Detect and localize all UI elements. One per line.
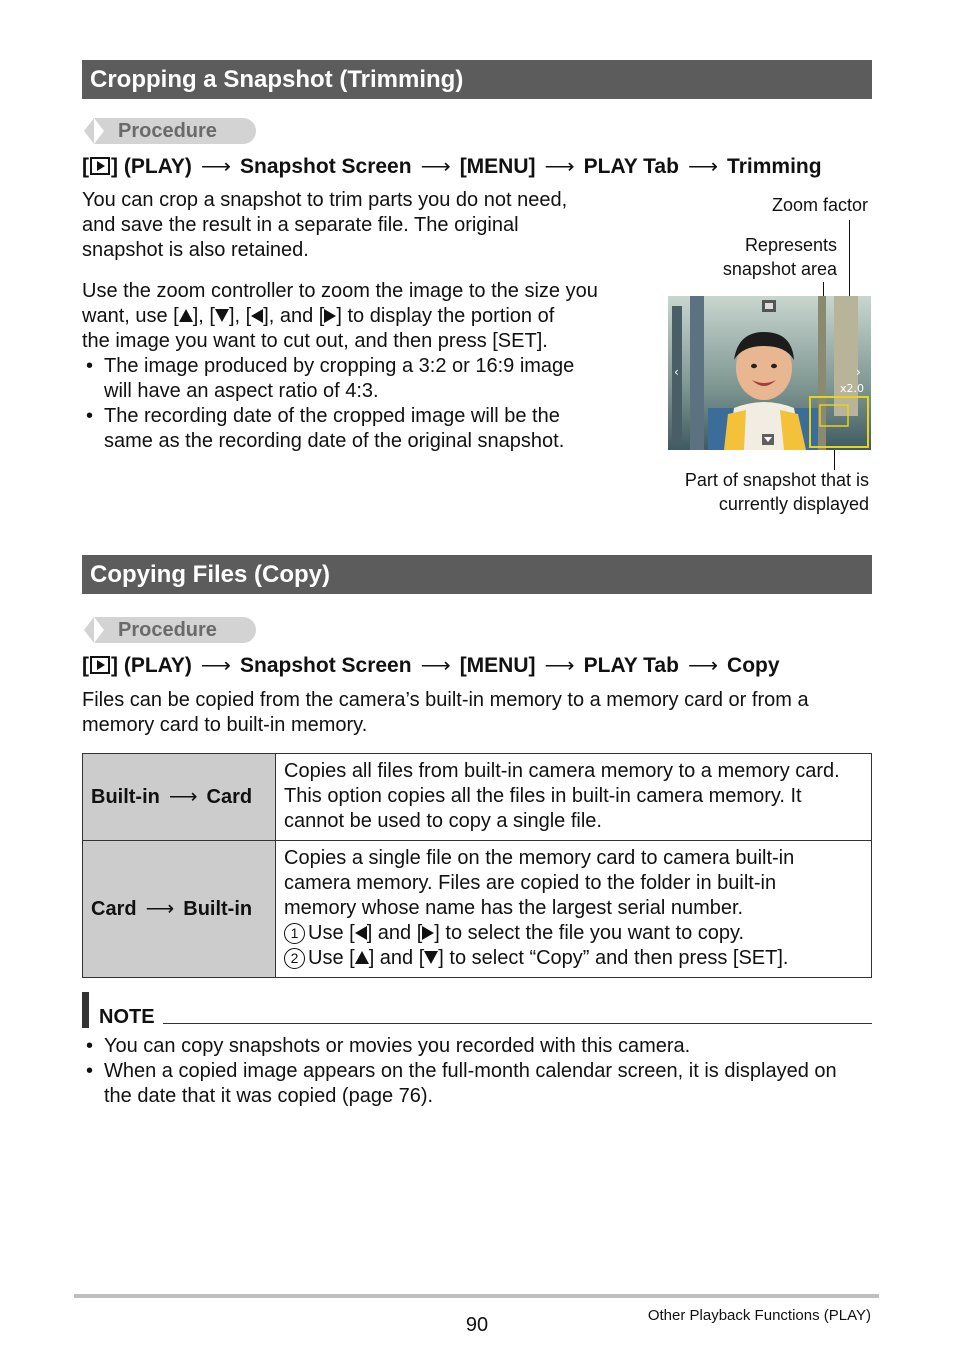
svg-text:‹: ‹: [674, 365, 679, 379]
path-step: (PLAY): [123, 155, 192, 178]
footer-divider: [74, 1294, 879, 1298]
step-number: 1: [284, 923, 305, 944]
list-item: • When a copied image appears on the full-month calendar screen, it is displayed on the date that it was copied (page 76).: [86, 1060, 837, 1107]
text-line: snapshot is also retained.: [82, 239, 309, 261]
list-item: • You can copy snapshots or movies you recorded with this camera.: [86, 1035, 691, 1057]
table-cell: Copies all files from built-in camera memory to a memory card. This option copies all the files in built-in camera memory. It cannot be used to copy a single file.: [276, 754, 872, 841]
arrow-right-icon: ⟶: [168, 785, 198, 808]
section-heading-trimming: Cropping a Snapshot (Trimming): [82, 60, 872, 99]
arrow-right-icon: ⟶: [687, 654, 719, 677]
list-item: • The recording date of the cropped image will be the same as the recording date of the original snapshot.: [86, 405, 565, 452]
arrow-right-icon: ⟶: [145, 897, 175, 920]
footer-section-title: Other Playback Functions (PLAY): [647, 1307, 871, 1324]
table-row-header: Card ⟶ Built-in: [83, 841, 276, 978]
text-line: and save the result in a separate file. The original: [82, 214, 519, 236]
copy-intro: [82, 688, 809, 738]
up-arrow-icon: [355, 951, 369, 964]
arrow-right-icon: ⟶: [420, 654, 451, 677]
path-step: Copy: [727, 654, 780, 677]
procedure-label-text: Procedure: [118, 120, 217, 142]
table-cell: Copies a single file on the memory card to camera built-in camera memory. Files are copied to the folder in built-in memory whose name has the largest serial number. 1 Use [ ] and [ ] to select the file you want to copy. 2 Use [ ] and [ ] to select “Copy” and then press [SET].: [276, 841, 872, 978]
svg-text:›: ›: [856, 365, 861, 379]
section-heading-copy: Copying Files (Copy): [82, 555, 872, 594]
path-step: PLAY Tab: [583, 155, 679, 178]
list-item: • The image produced by cropping a 3:2 or 16:9 image will have an aspect ratio of 4:3.: [86, 355, 575, 402]
procedure-label: [84, 118, 256, 144]
text-line: Use the zoom controller to zoom the image to the size you: [82, 280, 598, 302]
procedure-label: [84, 617, 256, 643]
arrow-right-icon: ⟶: [544, 155, 575, 178]
play-icon: [90, 157, 110, 175]
trimming-intro: [82, 188, 567, 263]
text-line: You can crop a snapshot to trim parts you do not need,: [82, 189, 568, 211]
callout-snapshot-area: Represents snapshot area: [722, 235, 837, 279]
procedure-label-text: Procedure: [118, 619, 217, 641]
text-line: Files can be copied from the camera’s built-in memory to a memory card or from a: [82, 689, 809, 711]
arrow-right-icon: ⟶: [687, 155, 719, 178]
menu-path-copy: [ ] (PLAY) ⟶ Snapshot Screen ⟶ [MENU] ⟶ PLAY Tab ⟶ Copy: [82, 654, 780, 677]
zoom-factor-readout: x2.0: [840, 382, 865, 395]
arrow-right-icon: ⟶: [544, 654, 575, 677]
path-step: (PLAY): [123, 654, 192, 677]
text-line: the image you want to cut out, and then press [SET].: [82, 330, 548, 352]
trimming-instructions: [82, 279, 598, 354]
right-arrow-icon: [324, 309, 336, 323]
table-row-header: Built-in ⟶ Card: [83, 754, 276, 841]
step-number: 2: [284, 948, 305, 969]
page-number: 90: [465, 1314, 489, 1336]
path-step: Trimming: [727, 155, 822, 178]
text-line: memory card to built-in memory.: [82, 714, 368, 736]
note-divider: [163, 1023, 872, 1024]
callout-displayed-part: Part of snapshot that is currently displayed: [684, 470, 869, 514]
note-marker: [82, 992, 89, 1028]
camera-screen-photo: [668, 296, 871, 450]
arrow-right-icon: ⟶: [420, 155, 451, 178]
callout-zoom-factor: Zoom factor: [771, 195, 868, 215]
table-row: [83, 754, 872, 841]
down-arrow-icon: [424, 951, 438, 964]
arrow-right-icon: ⟶: [200, 155, 232, 178]
left-arrow-icon: [355, 926, 367, 940]
table-row: [83, 841, 872, 978]
path-step: PLAY Tab: [583, 654, 679, 677]
text-line: want, use [ ], [ ], [ ], and [ ] to display the portion of: [82, 305, 555, 327]
path-step: Snapshot Screen: [240, 654, 412, 677]
arrow-right-icon: ⟶: [200, 654, 232, 677]
up-arrow-icon: [179, 309, 193, 322]
copy-options-table: [82, 753, 872, 978]
menu-path-trimming: [ ] (PLAY) ⟶ Snapshot Screen ⟶ [MENU] ⟶ PLAY Tab ⟶ Trimming: [82, 155, 822, 178]
path-step: [MENU]: [459, 654, 536, 677]
note-label: NOTE: [99, 1006, 155, 1028]
down-arrow-icon: [215, 309, 229, 322]
right-arrow-icon: [422, 926, 434, 940]
left-arrow-icon: [251, 309, 263, 323]
path-step: [MENU]: [459, 155, 536, 178]
path-step: Snapshot Screen: [240, 155, 412, 178]
play-icon: [90, 656, 110, 674]
